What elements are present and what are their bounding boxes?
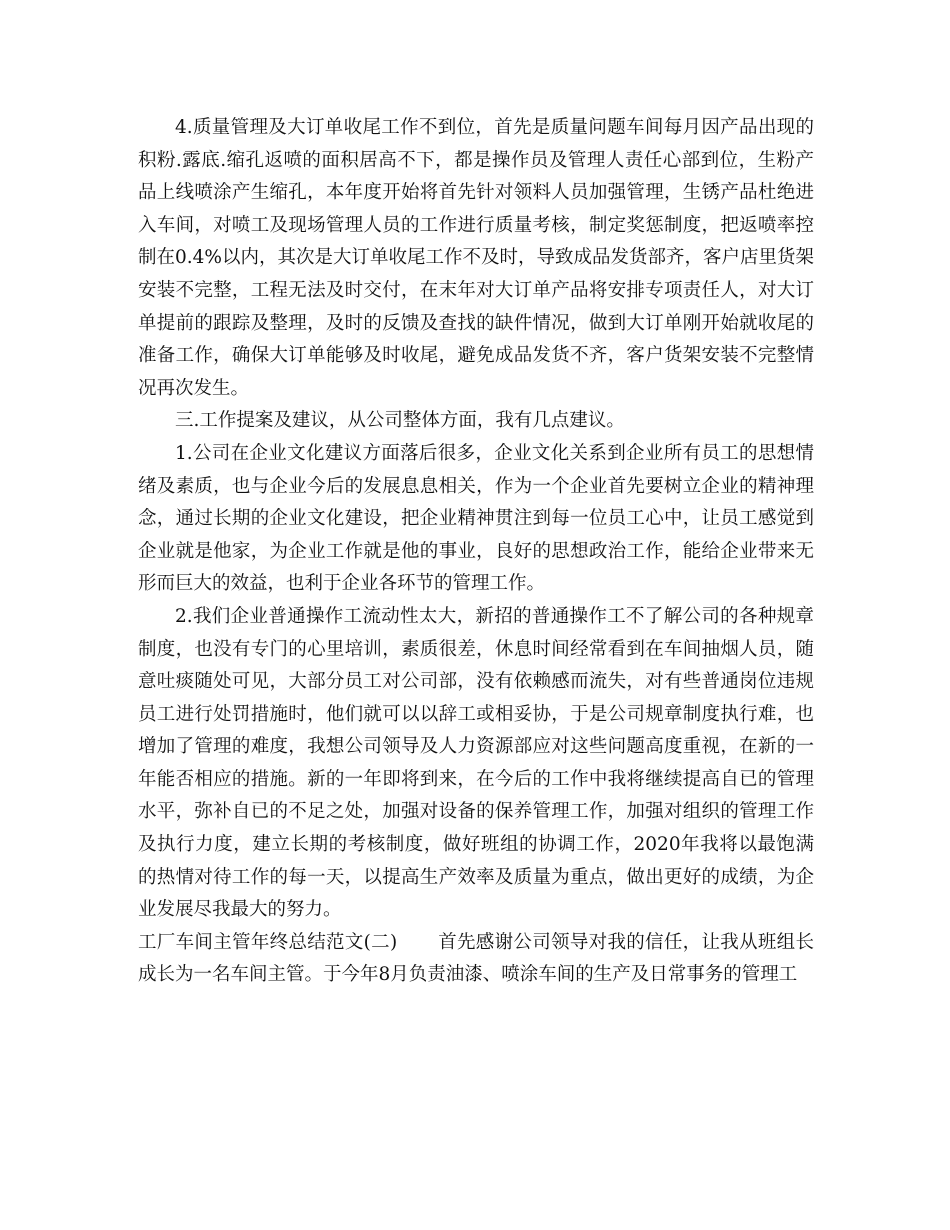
document-page — [138, 112, 814, 992]
paragraph-staff-turnover: 2.我们企业普通操作工流动性太大，新招的普通操作工不了解公司的各种规章制度，也没有专门的心里培训，素质很差，休息时间经常看到在车间抽烟人员，随意吐痰随处可见，大部分员工对公司部，没有依赖感而流失，对有些普通岗位违规员工进行处罚措施时，他们就可以以辞工或相妥协，于是公司规章制度执行难，也增加了管理的难度，我想公司领导及人力资源部应对这些问题高度重视，在新的一年能否相应的措施。新的一年即将到来，在今后的工作中我将继续提高自已的管理水平，弥补自已的不足之处，加强对设备的保养管理工作，加强对组织的管理工作及执行力度，建立长期的考核制度，做好班组的协调工作，2020年我将以最饱满的热情对待工作的每一天，以提高生产效率及质量为重点，做出更好的成绩，为企业发展尽我最大的努力。 — [138, 605, 814, 921]
paragraph-quality-management: 4.质量管理及大订单收尾工作不到位，首先是质量问题车间每月因产品出现的积粉.露底.缩孔返喷的面积居高不下，都是操作员及管理人责任心部到位，生粉产品上线喷涂产生缩孔，本年度开始将首先针对领料人员加强管理，生锈产品杜绝进入车间，对喷工及现场管理人员的工作进行质量考核，制定奖惩制度，把返喷率控制在0.4%以内，其次是大订单收尾工作不及时，导致成品发货部齐，客户店里货架安装不完整，工程无法及时交付，在末年对大订单产品将安排专项责任人，对大订单提前的跟踪及整理，及时的反馈及查找的缺件情况，做到大订单刚开始就收尾的准备工作，确保大订单能够及时收尾，避免成品发货不齐，客户货架安装不完整情况再次发生。 — [138, 117, 815, 399]
paragraph-second-essay — [138, 927, 814, 992]
paragraph-proposals-heading: 三.工作提案及建议，从公司整体方面，我有几点建议。 — [175, 410, 625, 432]
section-intro: 首先感谢公司领导对我的信任，让我从班组长成长为一名车间主管。于今年8月负责油漆、喷涂车间的生产及日常事务的管理工 — [138, 931, 814, 986]
paragraph-corporate-culture: 1.公司在企业文化建议方面落后很多，企业文化关系到企业所有员工的思想情绪及素质，也与企业今后的发展息息相关，作为一个企业首先要树立企业的精神理念，通过长期的企业文化建设，把企业精神贯注到每一位员工心中，让员工感觉到企业就是他家，为企业工作就是他的事业，良好的思想政治工作，能给企业带来无形而巨大的效益，也利于企业各环节的管理工作。 — [138, 442, 814, 595]
section-title: 工厂车间主管年终总结范文(二) — [138, 931, 398, 953]
